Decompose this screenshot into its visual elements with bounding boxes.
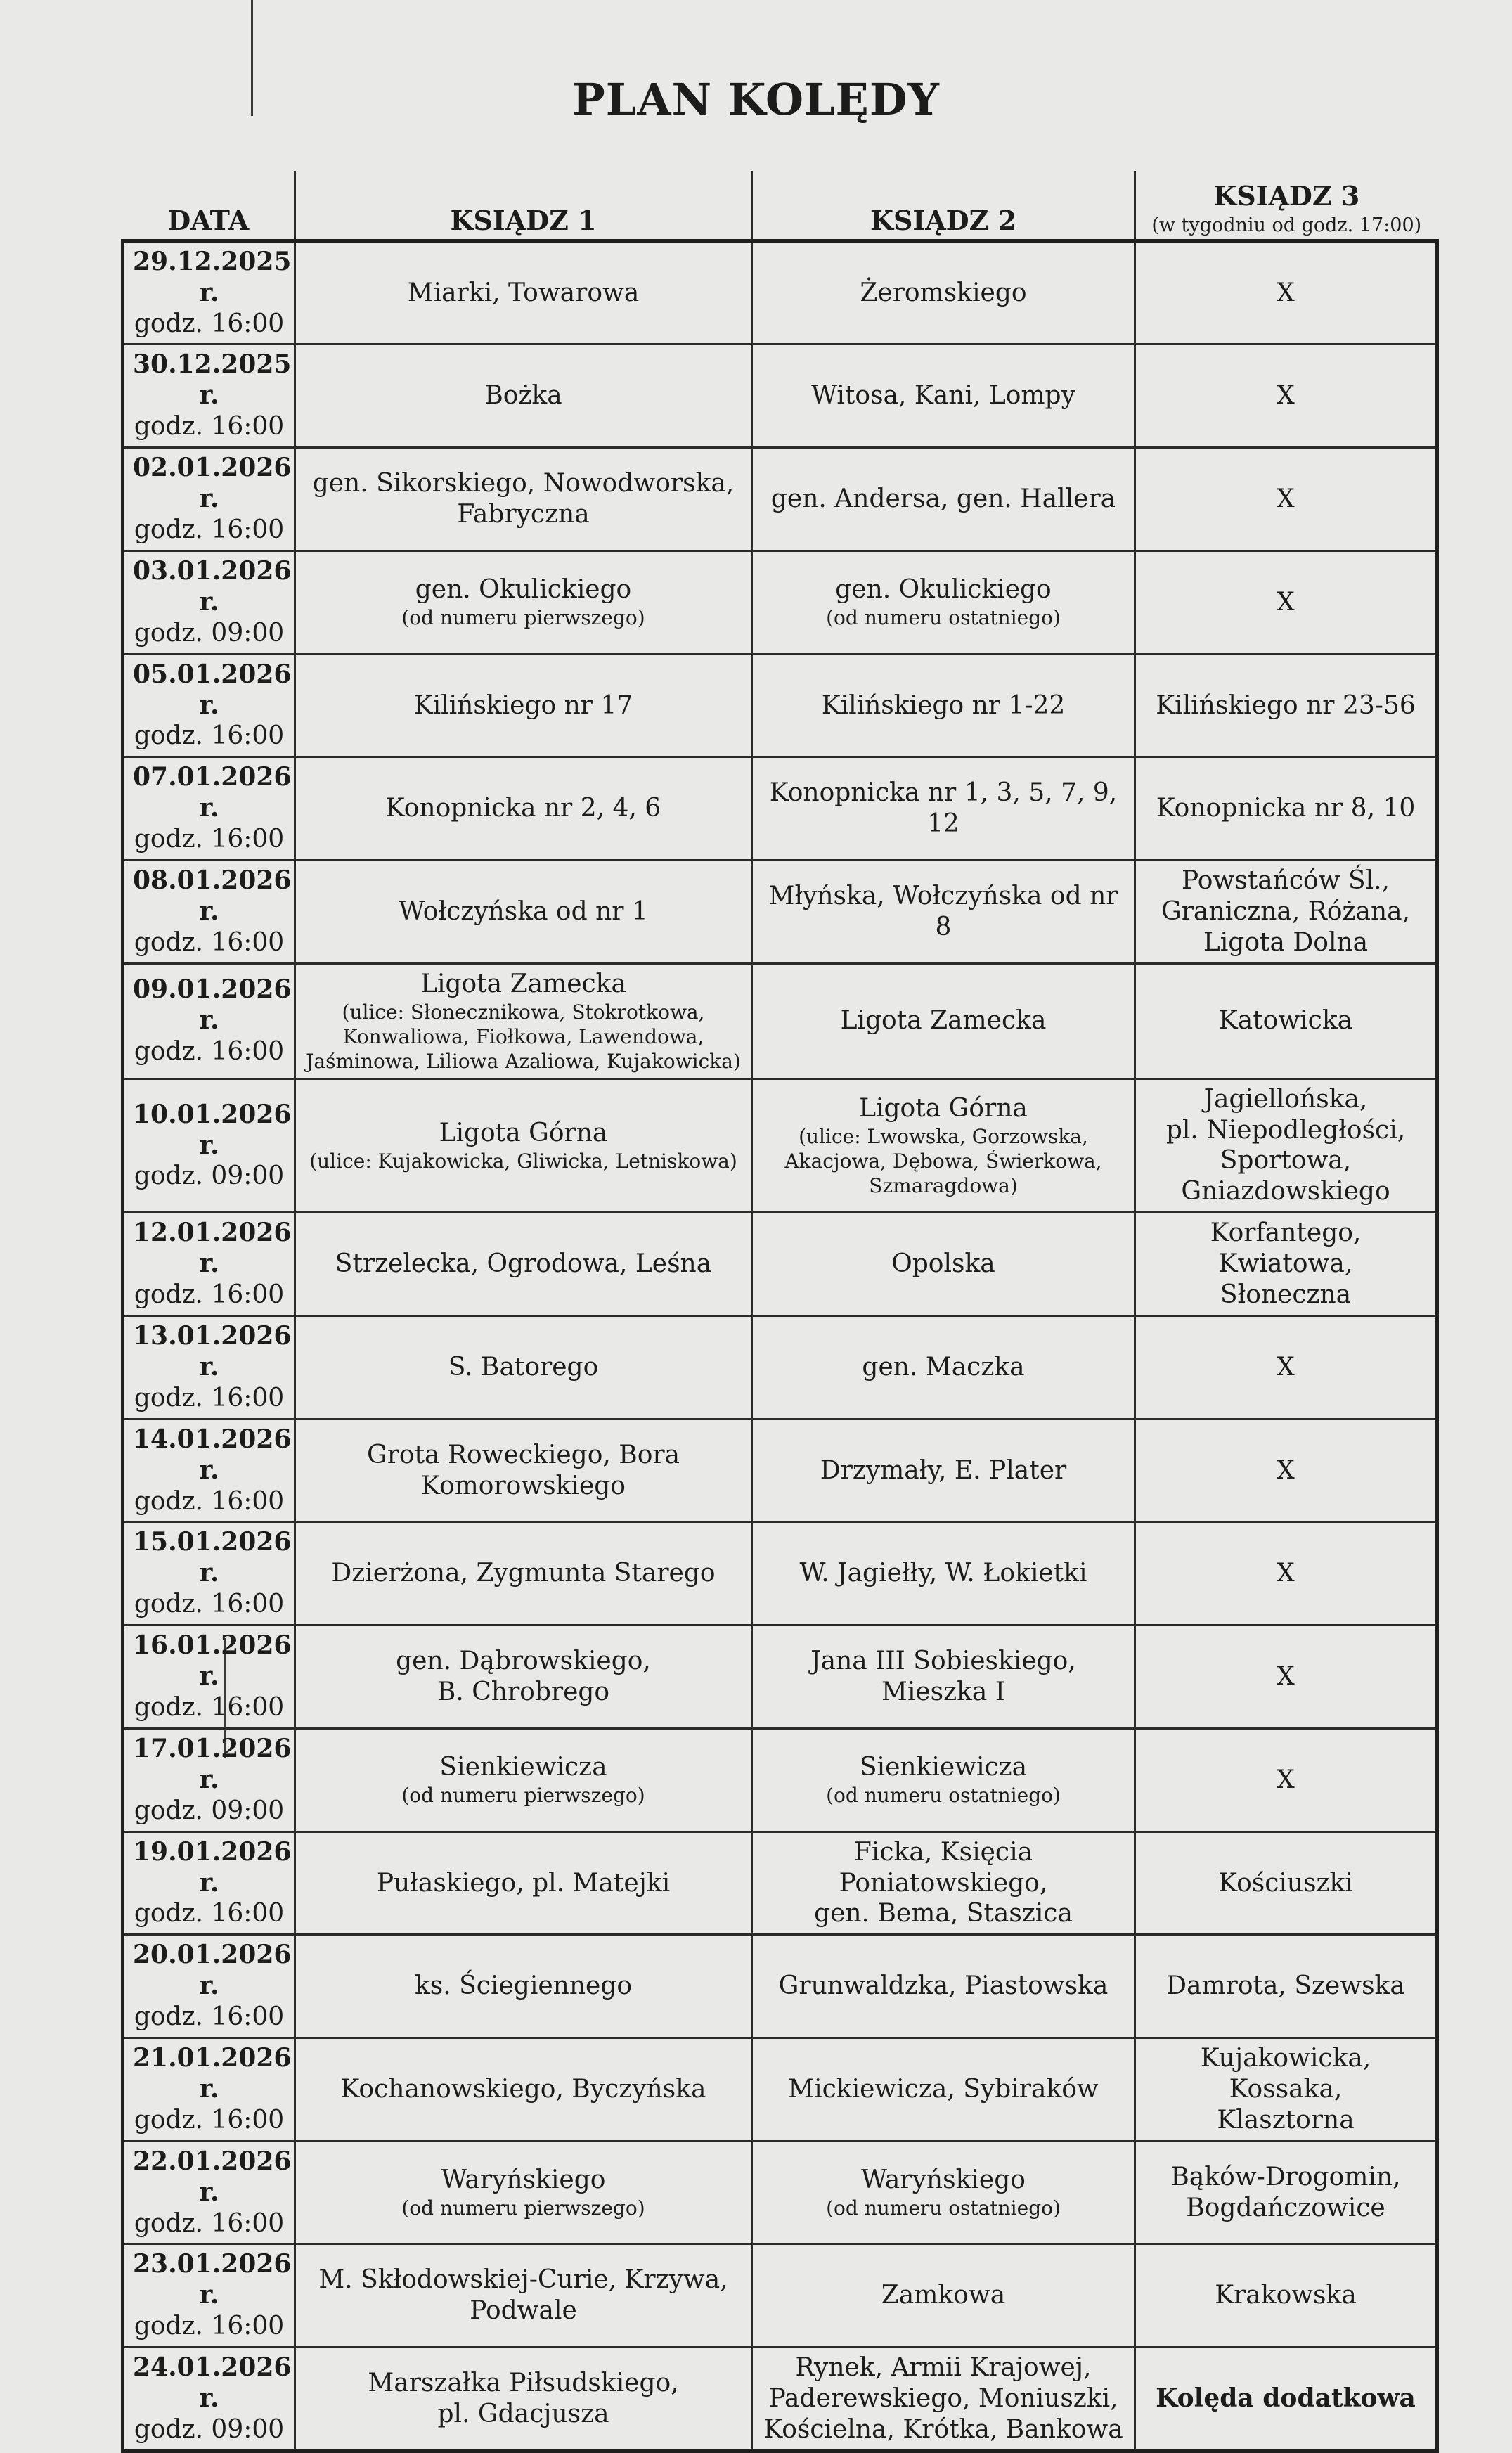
ksiadz-3-cell (1135, 1419, 1437, 1522)
street-line: Marszałka Piłsudskiego, (368, 2369, 679, 2398)
ksiadz-1-cell (295, 1831, 752, 1935)
ksiadz-3-cell (1135, 1728, 1437, 1831)
ksiadz-1-cell (295, 1316, 752, 1419)
ksiadz-1-cell (295, 2141, 752, 2244)
street-line: Kilińskiego nr 1-22 (821, 690, 1066, 720)
date-cell (123, 757, 295, 861)
ksiadz-3-cell (1135, 861, 1437, 964)
date-text: 23.01.2026 r. (133, 2249, 292, 2310)
table-row (123, 1213, 1437, 1316)
street-line: X (1277, 587, 1295, 617)
street-line: Krakowska (1215, 2281, 1357, 2310)
street-line: Podwale (470, 2296, 577, 2326)
header-row (123, 171, 1437, 240)
street-line: Waryńskiego (441, 2165, 606, 2195)
page-title: PLAN KOLĘDY (572, 74, 940, 125)
street-line: X (1277, 1455, 1295, 1485)
time-text: godz. 16:00 (134, 1590, 285, 1619)
date-text: 30.12.2025 r. (133, 349, 292, 411)
table-row (123, 1935, 1437, 2038)
ksiadz-3-cell (1135, 1213, 1437, 1316)
street-line: Mickiewicza, Sybiraków (788, 2074, 1099, 2104)
date-text: 20.01.2026 r. (133, 1940, 292, 2001)
ksiadz-1-cell (295, 2348, 752, 2452)
date-text: 29.12.2025 r. (133, 246, 292, 307)
ksiadz-2-cell (752, 1316, 1135, 1419)
street-line: Witosa, Kani, Lompy (811, 381, 1075, 411)
ksiadz-1-cell (295, 963, 752, 1079)
street-line: Gniazdowskiego (1181, 1177, 1390, 1206)
date-cell (123, 2141, 295, 2244)
ksiadz-2-cell (752, 963, 1135, 1079)
ksiadz-3-cell (1135, 1625, 1437, 1729)
street-line: Korfantego, Kwiatowa, (1210, 1218, 1362, 1279)
ksiadz-1-cell (295, 1522, 752, 1625)
time-text: godz. 16:00 (134, 1899, 285, 1929)
street-note: Akacjowa, Dębowa, Świerkowa, (784, 1149, 1102, 1173)
table-row (123, 1079, 1437, 1213)
ksiadz-3-cell (1135, 1831, 1437, 1935)
ksiadz-1-cell (295, 448, 752, 551)
street-line: X (1277, 1765, 1295, 1794)
time-text: godz. 16:00 (134, 412, 285, 442)
street-line: W. Jagiełły, W. Łokietki (799, 1559, 1087, 1588)
time-text: godz. 16:00 (134, 1383, 285, 1412)
street-line: Drzymały, E. Plater (820, 1455, 1067, 1485)
ksiadz-2-cell (752, 448, 1135, 551)
street-line: Sienkiewicza (439, 1753, 607, 1782)
street-line: X (1277, 484, 1295, 514)
date-cell (123, 1316, 295, 1419)
street-line: gen. Okulickiego (835, 575, 1052, 605)
street-line: Komorowskiego (421, 1471, 626, 1500)
street-line: gen. Dąbrowskiego, (396, 1647, 651, 1676)
ksiadz-3-cell (1135, 2244, 1437, 2348)
header-data: DATA (123, 171, 295, 240)
street-note: (od numeru pierwszego) (401, 1784, 645, 1808)
ksiadz-3-cell (1135, 240, 1437, 345)
street-line: Bąków-Drogomin, (1170, 2162, 1401, 2191)
header-ksiadz-1: KSIĄDZ 1 (295, 171, 752, 240)
ksiadz-3-cell (1135, 345, 1437, 448)
date-text: 19.01.2026 r. (133, 1836, 292, 1898)
ksiadz-1-cell (295, 240, 752, 345)
street-line: Ligota Górna (439, 1119, 608, 1148)
time-text: godz. 09:00 (134, 1796, 285, 1825)
street-note: Szmaragdowa) (869, 1173, 1018, 1197)
date-cell (123, 1831, 295, 1935)
street-note: (ulice: Kujakowicka, Gliwicka, Letniskowa) (309, 1149, 737, 1173)
ksiadz-2-cell (752, 1213, 1135, 1316)
ksiadz-3-cell (1135, 654, 1437, 757)
date-cell (123, 1213, 295, 1316)
table-row (123, 654, 1437, 757)
date-cell (123, 2244, 295, 2348)
date-cell (123, 551, 295, 654)
street-line: Kujakowicka, Kossaka, (1200, 2044, 1371, 2104)
street-line: pl. Niepodległości, (1165, 1115, 1406, 1145)
time-text: godz. 16:00 (134, 1037, 285, 1067)
ksiadz-2-cell (752, 2038, 1135, 2142)
street-note: (od numeru ostatniego) (826, 2196, 1061, 2220)
ksiadz-2-cell (752, 240, 1135, 345)
street-line: Paderewskiego, Moniuszki, (768, 2384, 1118, 2414)
street-line: Miarki, Towarowa (407, 278, 640, 307)
time-text: godz. 16:00 (134, 2105, 285, 2135)
table-row (123, 1728, 1437, 1831)
street-line: gen. Bema, Staszica (814, 1899, 1073, 1929)
date-cell (123, 1625, 295, 1729)
ksiadz-3-cell (1135, 1935, 1437, 2038)
street-line: Konopnicka nr 2, 4, 6 (385, 794, 661, 823)
table-row (123, 963, 1437, 1079)
date-text: 21.01.2026 r. (133, 2043, 292, 2104)
date-cell (123, 240, 295, 345)
street-line: Kilińskiego nr 23-56 (1156, 690, 1416, 720)
date-cell (123, 861, 295, 964)
ksiadz-2-cell (752, 1625, 1135, 1729)
ksiadz-2-cell (752, 1935, 1135, 2038)
table-row (123, 2038, 1437, 2142)
ksiadz-1-cell (295, 1079, 752, 1213)
time-text: godz. 16:00 (134, 1486, 285, 1516)
street-note: (ulice: Słonecznikowa, Stokrotkowa, (342, 1000, 705, 1024)
date-cell (123, 345, 295, 448)
time-text: godz. 16:00 (134, 1280, 285, 1310)
ksiadz-1-cell (295, 551, 752, 654)
street-line: Zamkowa (881, 2281, 1006, 2310)
ksiadz-1-cell (295, 1728, 752, 1831)
schedule-table (121, 171, 1439, 2453)
ksiadz-2-cell (752, 2141, 1135, 2244)
ksiadz-2-cell (752, 1419, 1135, 1522)
street-line: gen. Maczka (862, 1352, 1025, 1382)
date-text: 22.01.2026 r. (133, 2146, 292, 2207)
street-line: Sportowa, (1220, 1146, 1352, 1176)
street-line: Kochanowskiego, Byczyńska (340, 2074, 706, 2104)
date-text: 07.01.2026 r. (133, 762, 292, 823)
street-line: M. Skłodowskiej-Curie, Krzywa, (318, 2265, 728, 2295)
ksiadz-3-cell (1135, 2038, 1437, 2142)
date-cell (123, 1079, 295, 1213)
ksiadz-2-cell (752, 2244, 1135, 2348)
schedule-body (123, 240, 1437, 2451)
table-row (123, 551, 1437, 654)
date-cell (123, 654, 295, 757)
ksiadz-2-cell (752, 1079, 1135, 1213)
table-row (123, 2244, 1437, 2348)
street-line: gen. Sikorskiego, Nowodworska, (312, 469, 735, 498)
street-note: Konwaliowa, Fiołkowa, Lawendowa, (342, 1024, 704, 1048)
street-line: Grota Roweckiego, Bora (366, 1440, 680, 1469)
ksiadz-1-cell (295, 654, 752, 757)
table-row (123, 448, 1437, 551)
street-line: Ligota Zamecka (840, 1006, 1047, 1036)
time-text: godz. 16:00 (134, 721, 285, 751)
time-text: godz. 09:00 (134, 618, 285, 648)
header-ksiadz-3-label: KSIĄDZ 3 (1213, 180, 1360, 212)
street-line: Słoneczna (1220, 1280, 1352, 1310)
street-line: Kościelna, Krótka, Bankowa (763, 2415, 1123, 2445)
street-line: X (1277, 1662, 1295, 1692)
ksiadz-1-cell (295, 2038, 752, 2142)
ksiadz-2-cell (752, 757, 1135, 861)
table-row (123, 1625, 1437, 1729)
ksiadz-3-cell (1135, 551, 1437, 654)
header-ksiadz-3 (1135, 171, 1437, 240)
date-cell (123, 448, 295, 551)
street-line: Jana III Sobieskiego, (810, 1647, 1076, 1676)
table-row (123, 1419, 1437, 1522)
date-text: 05.01.2026 r. (133, 659, 292, 720)
ksiadz-2-cell (752, 1728, 1135, 1831)
street-line: X (1277, 1559, 1295, 1588)
street-line: Klasztorna (1217, 2105, 1355, 2135)
time-text: godz. 16:00 (134, 1692, 285, 1722)
ksiadz-1-cell (295, 757, 752, 861)
date-text: 10.01.2026 r. (133, 1099, 292, 1160)
street-line: Bogdańczowice (1186, 2193, 1385, 2222)
table-row (123, 1831, 1437, 1935)
street-line: Fabryczna (457, 500, 590, 529)
time-text: godz. 16:00 (134, 2208, 285, 2238)
street-line: Dzierżona, Zygmunta Starego (331, 1559, 716, 1588)
street-line: Powstańców Śl., (1182, 866, 1390, 896)
street-note: (od numeru pierwszego) (401, 2196, 645, 2220)
date-text: 15.01.2026 r. (133, 1527, 292, 1588)
street-line: Bożka (484, 381, 562, 411)
time-text: godz. 16:00 (134, 2002, 285, 2032)
street-line: Sienkiewicza (859, 1753, 1028, 1782)
street-line: Ligota Dolna (1203, 927, 1369, 957)
ksiadz-1-cell (295, 1935, 752, 2038)
ksiadz-3-cell (1135, 1316, 1437, 1419)
street-line: gen. Okulickiego (415, 575, 632, 605)
street-line: Kościuszki (1218, 1868, 1353, 1898)
date-text: 09.01.2026 r. (133, 974, 292, 1036)
date-cell (123, 1419, 295, 1522)
street-line: Ficka, Księcia Poniatowskiego, (839, 1837, 1048, 1898)
street-line: Wołczyńska od nr 1 (399, 896, 648, 926)
street-note: (od numeru ostatniego) (826, 1784, 1061, 1808)
street-line: Jagiellońska, (1203, 1084, 1368, 1114)
date-cell (123, 1522, 295, 1625)
street-line: Kilińskiego nr 17 (413, 690, 633, 720)
street-line: Kolęda dodatkowa (1156, 2383, 1416, 2414)
ksiadz-1-cell (295, 2244, 752, 2348)
street-line: Damrota, Szewska (1166, 1971, 1405, 2001)
ksiadz-2-cell (752, 2348, 1135, 2452)
street-line: ks. Ściegiennego (414, 1971, 633, 2001)
date-cell (123, 1728, 295, 1831)
ksiadz-1-cell (295, 1213, 752, 1316)
ksiadz-3-cell (1135, 1522, 1437, 1625)
street-line: S. Batorego (448, 1352, 599, 1382)
ksiadz-3-cell (1135, 963, 1437, 1079)
table-row (123, 2141, 1437, 2244)
ksiadz-1-cell (295, 345, 752, 448)
table-row (123, 345, 1437, 448)
date-text: 12.01.2026 r. (133, 1218, 292, 1279)
time-text: godz. 16:00 (134, 309, 285, 338)
street-note: (od numeru pierwszego) (401, 606, 645, 630)
street-line: Mieszka I (881, 1678, 1006, 1707)
street-line: Pułaskiego, pl. Matejki (376, 1868, 671, 1898)
street-note: (od numeru ostatniego) (826, 606, 1061, 630)
street-line: pl. Gdacjusza (437, 2400, 609, 2429)
ksiadz-3-cell (1135, 1079, 1437, 1213)
time-text: godz. 16:00 (134, 515, 285, 544)
ksiadz-2-cell (752, 1831, 1135, 1935)
date-cell (123, 2348, 295, 2452)
table-row (123, 861, 1437, 964)
date-text: 13.01.2026 r. (133, 1321, 292, 1382)
street-line: X (1277, 381, 1295, 411)
date-cell (123, 1935, 295, 2038)
time-text: godz. 16:00 (134, 2312, 285, 2341)
time-text: godz. 16:00 (134, 927, 285, 957)
date-text: 24.01.2026 r. (133, 2352, 292, 2414)
street-line: Konopnicka nr 1, 3, 5, 7, 9, 12 (769, 778, 1118, 839)
street-line: Opolska (891, 1249, 995, 1279)
street-line: Strzelecka, Ogrodowa, Leśna (335, 1249, 712, 1279)
table-row (123, 757, 1437, 861)
table-row (123, 1522, 1437, 1625)
street-line: gen. Andersa, gen. Hallera (770, 484, 1116, 514)
ksiadz-2-cell (752, 345, 1135, 448)
street-note: Jaśminowa, Liliowa Azaliowa, Kujakowicka) (306, 1049, 741, 1073)
street-line: Graniczna, Różana, (1161, 896, 1411, 926)
street-line: X (1277, 1352, 1295, 1382)
street-line: Młyńska, Wołczyńska od nr 8 (768, 882, 1118, 941)
table-row (123, 1316, 1437, 1419)
date-text: 03.01.2026 r. (133, 555, 292, 617)
date-cell (123, 963, 295, 1079)
street-note: (ulice: Lwowska, Gorzowska, (799, 1124, 1088, 1148)
ksiadz-2-cell (752, 861, 1135, 964)
street-line: Rynek, Armii Krajowej, (795, 2353, 1092, 2383)
ksiadz-1-cell (295, 861, 752, 964)
ksiadz-2-cell (752, 551, 1135, 654)
table-row (123, 240, 1437, 345)
ksiadz-2-cell (752, 1522, 1135, 1625)
date-cell (123, 2038, 295, 2142)
street-line: Ligota Górna (859, 1094, 1028, 1124)
ksiadz-1-cell (295, 1419, 752, 1522)
date-text: 17.01.2026 r. (133, 1733, 292, 1794)
date-text: 16.01.2026 r. (133, 1630, 292, 1692)
street-line: Katowicka (1218, 1006, 1353, 1036)
ksiadz-3-cell (1135, 2348, 1437, 2452)
street-line: Waryńskiego (861, 2165, 1026, 2195)
street-line: Ligota Zamecka (420, 969, 626, 998)
street-line: Grunwaldzka, Piastowska (778, 1971, 1109, 2001)
header-ksiadz-3-note: (w tygodniu od godz. 17:00) (1151, 214, 1422, 236)
ksiadz-3-cell (1135, 2141, 1437, 2244)
street-line: Konopnicka nr 8, 10 (1156, 794, 1416, 823)
ksiadz-1-cell (295, 1625, 752, 1729)
ksiadz-3-cell (1135, 448, 1437, 551)
time-text: godz. 16:00 (134, 825, 285, 854)
table-row (123, 2348, 1437, 2452)
time-text: godz. 09:00 (134, 1161, 285, 1191)
street-line: Żeromskiego (860, 278, 1027, 307)
street-line: B. Chrobrego (437, 1678, 610, 1707)
time-text: godz. 09:00 (134, 2415, 285, 2445)
ksiadz-2-cell (752, 654, 1135, 757)
date-text: 14.01.2026 r. (133, 1424, 292, 1485)
header-ksiadz-2: KSIĄDZ 2 (752, 171, 1135, 240)
date-text: 02.01.2026 r. (133, 453, 292, 514)
ksiadz-3-cell (1135, 757, 1437, 861)
street-line: X (1277, 278, 1295, 307)
date-text: 08.01.2026 r. (133, 865, 292, 926)
